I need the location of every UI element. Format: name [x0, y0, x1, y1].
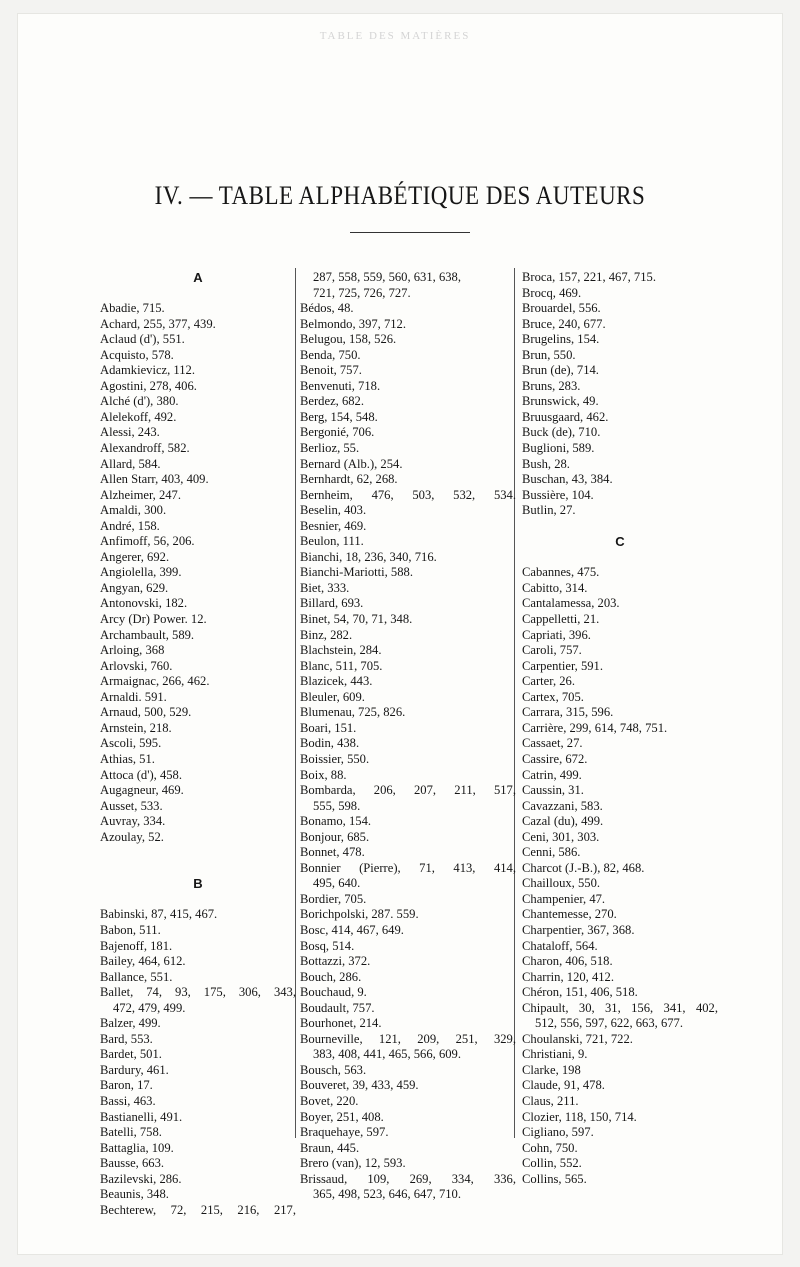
index-entry: Ballet, 74, 93, 175, 306, 343, [100, 985, 296, 1000]
index-entry: Bailey, 464, 612. [100, 954, 186, 969]
index-column-2 [300, 270, 516, 1203]
index-entry: Broca, 157, 221, 467, 715. [522, 270, 656, 284]
index-entry: Bianchi, 18, 236, 340, 716. [300, 549, 437, 564]
index-entry: Bédos, 48. [300, 301, 354, 316]
index-entry: Claus, 211. [522, 1093, 579, 1108]
index-entry: Chailloux, 550. [522, 876, 601, 891]
index-entry: Amaldi, 300. [100, 503, 167, 518]
index-entry: Bassi, 463. [100, 1093, 156, 1108]
index-entry: Brunswick, 49. [522, 394, 599, 409]
section-letter: B [193, 876, 203, 892]
index-entry: Cenni, 586. [522, 845, 581, 860]
index-entry: Clarke, 198 [522, 1062, 581, 1077]
index-entry: Catrin, 499. [522, 767, 582, 782]
index-entry: Besnier, 469. [300, 518, 367, 533]
index-entry: Alessi, 243. [100, 425, 160, 440]
spacer [100, 892, 296, 908]
index-entry: Ascoli, 595. [100, 736, 162, 751]
index-entry: Chantemesse, 270. [522, 907, 617, 922]
index-entry: Charcot (J.-B.), 82, 468. [522, 860, 645, 875]
index-entry: Braun, 445. [300, 1140, 360, 1155]
index-entry: Belugou, 158, 526. [300, 332, 397, 347]
index-entry: Agostini, 278, 406. [100, 378, 197, 393]
index-entry: Benda, 750. [300, 347, 361, 362]
index-entry: Brun, 550. [522, 347, 576, 362]
index-entry: Bianchi-Mariotti, 588. [300, 565, 413, 580]
index-entry: Bernhardt, 62, 268. [300, 472, 398, 487]
index-entry: Blazicek, 443. [300, 674, 373, 689]
index-entry: Battaglia, 109. [100, 1140, 174, 1155]
index-entry: Bastianelli, 491. [100, 1109, 183, 1124]
index-entry: Babon, 511. [100, 922, 161, 937]
index-entry: Boudault, 757. [300, 1000, 375, 1015]
index-entry: Alché (d'), 380. [100, 394, 179, 409]
index-entry: Bodin, 438. [300, 736, 360, 751]
index-entry-continuation: 721, 725, 726, 727. [313, 285, 411, 300]
index-entry: Benoit, 757. [300, 363, 362, 378]
index-column-1 [100, 270, 296, 1218]
index-entry: Achard, 255, 377, 439. [100, 316, 216, 331]
index-entry: Angiolella, 399. [100, 565, 182, 580]
index-entry: Cigliano, 597. [522, 1125, 594, 1140]
index-entry: Allen Starr, 403, 409. [100, 472, 209, 487]
index-entry: Acquisto, 578. [100, 347, 174, 362]
index-entry: Boyer, 251, 408. [300, 1109, 384, 1124]
index-entry: Capriati, 396. [522, 627, 591, 642]
spacer [100, 845, 296, 861]
index-entry: Bourneville, 121, 209, 251, 329, [300, 1031, 516, 1046]
index-entry: Binz, 282. [300, 627, 353, 642]
spacer [522, 550, 718, 566]
index-entry: Buschan, 43, 384. [522, 472, 613, 487]
index-entry: Berdez, 682. [300, 394, 364, 409]
index-entry: Bernard (Alb.), 254. [300, 456, 403, 471]
index-entry: Allard, 584. [100, 456, 161, 471]
index-entry: Chataloff, 564. [522, 938, 598, 953]
index-entry: Bechterew, 72, 215, 216, 217, [100, 1202, 296, 1217]
index-entry: Butlin, 27. [522, 503, 576, 518]
index-entry: Bonnet, 478. [300, 845, 365, 860]
index-entry: Boari, 151. [300, 720, 357, 735]
index-entry: Blumenau, 725, 826. [300, 705, 406, 720]
index-entry: Bouveret, 39, 433, 459. [300, 1078, 419, 1093]
index-entry: Bouchaud, 9. [300, 985, 367, 1000]
index-entry: Cohn, 750. [522, 1140, 578, 1155]
index-entry: Beulon, 111. [300, 534, 364, 549]
faint-running-head: TABLE DES MATIÈRES [319, 30, 471, 42]
index-entry-continuation: 555, 598. [313, 798, 361, 813]
index-entry: Alelekoff, 492. [100, 409, 177, 424]
index-entry: Cabannes, 475. [522, 565, 600, 580]
index-entry: Belmondo, 397, 712. [300, 316, 406, 331]
index-entry: Bussière, 104. [522, 487, 594, 502]
index-entry: Aclaud (d'), 551. [100, 332, 185, 347]
index-entry: Bruusgaard, 462. [522, 409, 609, 424]
spacer [100, 861, 296, 877]
index-entry: Brissaud, 109, 269, 334, 336, [300, 1171, 516, 1186]
index-entry: Carter, 26. [522, 674, 576, 689]
index-entry: Beselin, 403. [300, 503, 367, 518]
index-entry: Arnaud, 500, 529. [100, 705, 192, 720]
section-letter: A [193, 270, 203, 285]
index-entry: Azoulay, 52. [100, 829, 164, 844]
index-entry: Athias, 51. [100, 751, 155, 766]
index-entry: Buck (de), 710. [522, 425, 601, 440]
page-title: IV. — TABLE ALPHABÉTIQUE DES AUTEURS [154, 181, 646, 210]
index-entry: Angyan, 629. [100, 580, 169, 595]
index-entry: Bazilevski, 286. [100, 1171, 182, 1186]
index-entry: Armaignac, 266, 462. [100, 674, 210, 689]
index-entry: Charrin, 120, 412. [522, 969, 614, 984]
index-entry: Caroli, 757. [522, 643, 582, 658]
index-entry: Christiani, 9. [522, 1047, 588, 1062]
index-entry: Bousch, 563. [300, 1062, 367, 1077]
index-entry: Boix, 88. [300, 767, 347, 782]
index-entry: Blanc, 511, 705. [300, 658, 383, 673]
index-entry: Cabitto, 314. [522, 580, 588, 595]
index-entry: Bush, 28. [522, 456, 570, 471]
index-entry: Augagneur, 469. [100, 783, 184, 798]
index-entry: Alzheimer, 247. [100, 487, 181, 502]
index-entry: Buglioni, 589. [522, 441, 595, 456]
index-entry: Collin, 552. [522, 1156, 582, 1171]
index-entry: Charon, 406, 518. [522, 954, 613, 969]
index-entry: Biet, 333. [300, 580, 350, 595]
index-entry: Bard, 553. [100, 1031, 153, 1046]
index-entry: Borichpolski, 287. 559. [300, 907, 419, 922]
index-entry: Brun (de), 714. [522, 363, 599, 378]
index-entry: Berg, 154, 548. [300, 409, 378, 424]
index-entry: Choulanski, 721, 722. [522, 1031, 633, 1046]
index-entry-continuation: 472, 479, 499. [113, 1000, 186, 1015]
index-entry: Bergonié, 706. [300, 425, 375, 440]
index-entry: Carrara, 315, 596. [522, 705, 614, 720]
index-entry: Abadie, 715. [100, 301, 165, 316]
index-entry: Arnaldi. 591. [100, 689, 167, 704]
index-entry: André, 158. [100, 518, 160, 533]
index-entry: Arnstein, 218. [100, 720, 172, 735]
index-entry: Cappelletti, 21. [522, 612, 600, 627]
index-entry: Bausse, 663. [100, 1156, 165, 1171]
index-entry: Angerer, 692. [100, 549, 170, 564]
index-entry: Billard, 693. [300, 596, 364, 611]
index-entry: Ballance, 551. [100, 969, 173, 984]
index-entry: Cassaet, 27. [522, 736, 583, 751]
index-entry: Ceni, 301, 303. [522, 829, 600, 844]
index-entry: Caussin, 31. [522, 783, 584, 798]
index-entry: Claude, 91, 478. [522, 1078, 605, 1093]
index-entry: Bosq, 514. [300, 938, 355, 953]
index-entry: Cavazzani, 583. [522, 798, 603, 813]
index-entry: Batelli, 758. [100, 1125, 162, 1140]
index-entry: Brocq, 469. [522, 285, 582, 300]
index-entry: Baron, 17. [100, 1078, 153, 1093]
index-entry: Chéron, 151, 406, 518. [522, 985, 638, 1000]
index-entry: Ausset, 533. [100, 798, 163, 813]
index-entry: Beaunis, 348. [100, 1187, 169, 1202]
index-entry: Boissier, 550. [300, 751, 370, 766]
index-entry: Archambault, 589. [100, 627, 195, 642]
index-entry-continuation: 287, 558, 559, 560, 631, 638, [313, 270, 461, 284]
index-entry: Bouch, 286. [300, 969, 362, 984]
section-letter: C [615, 534, 625, 550]
index-entry: Cazal (du), 499. [522, 814, 604, 829]
index-entry: Attoca (d'), 458. [100, 767, 183, 782]
title-rule [350, 232, 470, 233]
index-entry: Carrière, 299, 614, 748, 751. [522, 720, 668, 735]
index-entry: Clozier, 118, 150, 714. [522, 1109, 637, 1124]
index-entry: Benvenuti, 718. [300, 378, 381, 393]
index-entry: Bosc, 414, 467, 649. [300, 922, 404, 937]
index-entry: Bovet, 220. [300, 1093, 359, 1108]
index-entry: Champenier, 47. [522, 891, 606, 906]
index-entry: Blachstein, 284. [300, 643, 382, 658]
index-entry: Babinski, 87, 415, 467. [100, 907, 218, 922]
index-entry: Bruns, 283. [522, 378, 581, 393]
index-entry: Cantalamessa, 203. [522, 596, 620, 611]
index-entry: Charpentier, 367, 368. [522, 922, 635, 937]
index-entry: Anfimoff, 56, 206. [100, 534, 195, 549]
index-entry: Carpentier, 591. [522, 658, 603, 673]
index-entry: Bottazzi, 372. [300, 954, 371, 969]
index-entry: Arloing, 368 [100, 643, 165, 658]
index-entry: Bardet, 501. [100, 1047, 162, 1062]
index-entry: Braquehaye, 597. [300, 1125, 389, 1140]
index-entry: Brugelins, 154. [522, 332, 600, 347]
index-entry-continuation: 365, 498, 523, 646, 647, 710. [313, 1187, 461, 1202]
index-entry: Cassire, 672. [522, 751, 588, 766]
index-entry: Balzer, 499. [100, 1016, 161, 1031]
index-entry: Adamkievicz, 112. [100, 363, 196, 378]
index-entry: Antonovski, 182. [100, 596, 188, 611]
index-entry: Bruce, 240, 677. [522, 316, 606, 331]
index-entry: Binet, 54, 70, 71, 348. [300, 612, 413, 627]
index-entry: Bonamo, 154. [300, 814, 372, 829]
index-entry-continuation: 383, 408, 441, 465, 566, 609. [313, 1047, 461, 1062]
index-entry: Collins, 565. [522, 1171, 587, 1186]
index-entry: Bourhonet, 214. [300, 1016, 382, 1031]
index-entry-continuation: 495, 640. [313, 876, 361, 891]
index-entry: Bonjour, 685. [300, 829, 370, 844]
index-entry: Bordier, 705. [300, 891, 367, 906]
index-entry: Brouardel, 556. [522, 301, 601, 316]
index-entry: Arcy (Dr) Power. 12. [100, 612, 207, 627]
index-entry: Auvray, 334. [100, 814, 166, 829]
index-entry: Bombarda, 206, 207, 211, 517, [300, 783, 516, 798]
index-entry: Bleuler, 609. [300, 689, 365, 704]
index-column-3 [522, 270, 718, 1187]
spacer [100, 286, 296, 302]
index-entry: Brero (van), 12, 593. [300, 1156, 406, 1171]
index-entry: Chipault, 30, 31, 156, 341, 402, [522, 1000, 718, 1015]
index-entry: Berlioz, 55. [300, 441, 360, 456]
index-entry: Alexandroff, 582. [100, 441, 190, 456]
index-entry: Bernheim, 476, 503, 532, 534. [300, 487, 516, 502]
spacer [522, 519, 718, 535]
index-entry: Bonnier (Pierre), 71, 413, 414, [300, 860, 516, 875]
index-entry: Cartex, 705. [522, 689, 584, 704]
index-entry-continuation: 512, 556, 597, 622, 663, 677. [535, 1016, 683, 1031]
index-entry: Arlovski, 760. [100, 658, 173, 673]
index-entry: Bardury, 461. [100, 1062, 169, 1077]
index-entry: Bajenoff, 181. [100, 938, 173, 953]
